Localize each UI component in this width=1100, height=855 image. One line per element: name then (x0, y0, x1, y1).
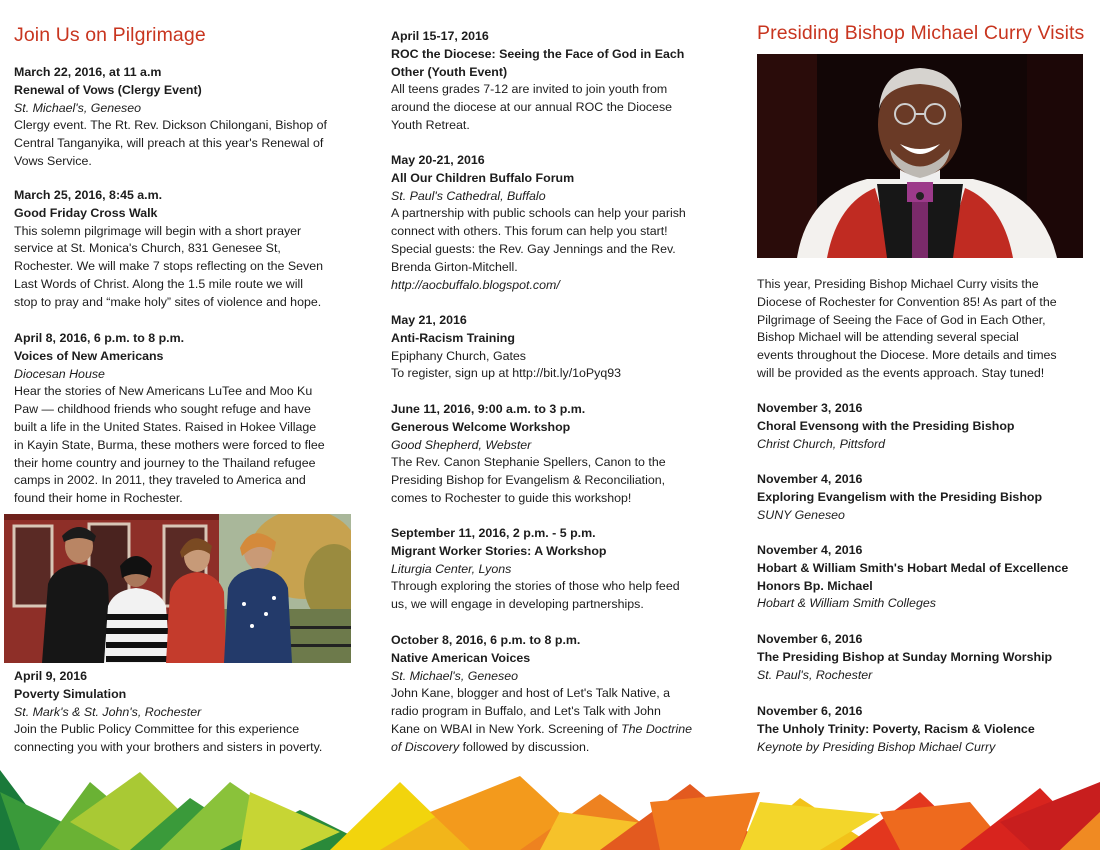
event-roc-the-diocese (391, 28, 721, 135)
intro-line: Pilgrimage of Seeing the Face of God in Each Other, (757, 312, 1046, 327)
event-generous-welcome (391, 401, 721, 508)
event-desc-line: A partnership with public schools can help your parish (391, 206, 686, 221)
event-title: Generous Welcome Workshop (391, 419, 571, 434)
event-date: May 20-21, 2016 (391, 153, 485, 167)
event-location: SUNY Geneseo (757, 507, 845, 522)
event-desc-line: This solemn pilgrimage will begin with a short prayer (14, 223, 302, 238)
bishop-portrait (757, 54, 1083, 258)
event-title: Poverty Simulation (14, 686, 127, 701)
event-desc-line: John Kane, blogger and host of Let's Talk Native, a (391, 686, 671, 701)
event-desc-line: Special guests: the Rev. Gay Jennings and the Rev. (391, 241, 676, 256)
event-good-friday-walk (14, 187, 354, 312)
event-desc-text: followed by discussion. (459, 739, 590, 754)
event-desc-line: comes to Rochester to guide this workshop! (391, 490, 632, 505)
event-desc-line: in Kayin State, Burma, these mothers were forced to flee (14, 437, 325, 452)
event-exploring-evangelism (757, 471, 1087, 524)
event-desc-line: found their home in Rochester. (14, 491, 183, 506)
event-location: Good Shepherd, Webster (391, 437, 532, 452)
event-title: Voices of New Americans (14, 348, 164, 363)
event-title: ROC the Diocese: Seeing the Face of God in Each (391, 46, 685, 61)
event-date: March 25, 2016, 8:45 a.m. (14, 188, 163, 202)
event-desc-text: Kane on WBAI in New York. Screening of (391, 721, 622, 736)
event-date: May 21, 2016 (391, 313, 467, 327)
event-desc-line: Vows Service. (14, 153, 92, 168)
event-location: St. Michael's, Geneseo (14, 100, 142, 115)
event-poverty-simulation (14, 668, 354, 757)
event-title: Good Friday Cross Walk (14, 205, 158, 220)
event-url-link[interactable]: http://aocbuffalo.blogspot.com/ (391, 277, 560, 292)
event-date: April 8, 2016, 6 p.m. to 8 p.m. (14, 331, 185, 345)
bishop-visit-intro (757, 276, 1087, 383)
event-desc-line: Paw — childhood friends who sought refuge and have (14, 402, 311, 417)
event-migrant-worker-stories (391, 525, 721, 614)
event-desc-line: connecting you with your brothers and sisters in poverty. (14, 740, 323, 755)
event-desc-line: The Rev. Canon Stephanie Spellers, Canon to the (391, 455, 666, 470)
event-date: April 9, 2016 (14, 669, 88, 683)
event-location: Hobart & William Smith Colleges (757, 596, 936, 611)
event-title: Choral Evensong with the Presiding Bishop (757, 418, 1015, 433)
event-desc-line: Join the Public Policy Committee for this experience (14, 722, 300, 737)
event-date: November 6, 2016 (757, 632, 863, 646)
intro-line: Diocese of Rochester for Convention 85! As part of the (757, 294, 1057, 309)
event-location: St. Paul's, Rochester (757, 667, 873, 682)
intro-line: This year, Presiding Bishop Michael Curry visits the (757, 277, 1039, 291)
film-title: The Doctrine (621, 721, 692, 736)
event-title: All Our Children Buffalo Forum (391, 170, 575, 185)
event-location: St. Mark's & St. John's, Rochester (14, 704, 202, 719)
event-title: The Unholy Trinity: Poverty, Racism & Violence (757, 721, 1035, 736)
event-location: St. Paul's Cathedral, Buffalo (391, 188, 546, 203)
event-buffalo-forum (391, 152, 721, 294)
event-title: Exploring Evangelism with the Presiding Bishop (757, 489, 1043, 504)
intro-line: Bishop Michael will be attending several special (757, 330, 1019, 345)
event-date: November 3, 2016 (757, 401, 863, 415)
presiding-bishop-heading: Presiding Bishop Michael Curry Visits (757, 22, 1085, 44)
event-native-american-voices (391, 632, 721, 757)
event-date: June 11, 2016, 9:00 a.m. to 3 p.m. (391, 402, 586, 416)
event-date: November 6, 2016 (757, 704, 863, 718)
event-date: September 11, 2016, 2 p.m. - 5 p.m. (391, 526, 596, 540)
event-title: The Presiding Bishop at Sunday Morning Worship (757, 649, 1053, 664)
event-anti-racism (391, 312, 721, 383)
event-location: Christ Church, Pittsford (757, 436, 886, 451)
event-location: Keynote by Presiding Bishop Michael Curry (757, 739, 996, 754)
event-date: October 8, 2016, 6 p.m. to 8 p.m. (391, 633, 581, 647)
event-desc-line: Central Tanganyika, will preach at this year's Renewal of (14, 136, 324, 151)
triangle-banner-graphic (0, 762, 1100, 850)
event-date: April 15-17, 2016 (391, 29, 489, 43)
event-date: November 4, 2016 (757, 472, 863, 486)
event-desc-line: Youth Retreat. (391, 117, 470, 132)
intro-line: will be provided as the events approach. Stay tuned! (757, 365, 1045, 380)
event-sunday-worship (757, 631, 1087, 684)
group-photo (4, 514, 351, 663)
group-photo-illustration (4, 514, 351, 663)
event-desc-line: Epiphany Church, Gates (391, 348, 526, 363)
event-desc-line: Last Words of Christ. Along the 1.5 mile route we will (14, 276, 304, 291)
event-location: Diocesan House (14, 366, 105, 381)
event-title: Anti-Racism Training (391, 330, 515, 345)
event-desc-line: their home country and journey to the Thailand refugee (14, 455, 316, 470)
event-title: Hobart & William Smith's Hobart Medal of Excellence (757, 560, 1069, 575)
event-title: Native American Voices (391, 650, 531, 665)
event-desc-line: To register, sign up at http://bit.ly/1oPyq93 (391, 366, 622, 381)
event-location: Liturgia Center, Lyons (391, 561, 512, 576)
event-desc-line: service at St. Monica's Church, 831 Genesee St, (14, 241, 281, 256)
event-title: Migrant Worker Stories: A Workshop (391, 543, 607, 558)
event-choral-evensong (757, 400, 1087, 453)
event-title: Honors Bp. Michael (757, 578, 873, 593)
intro-line: events throughout the Diocese. More details and times (757, 348, 1057, 363)
event-title: Other (Youth Event) (391, 64, 508, 79)
event-date: November 4, 2016 (757, 543, 863, 557)
event-desc-line: us, we will engage in developing partnerships. (391, 597, 644, 612)
event-desc-line: connect with others. This forum can help you start! (391, 224, 668, 239)
event-desc-line (391, 721, 721, 739)
event-desc-line: All teens grades 7-12 are invited to join youth from (391, 82, 668, 97)
event-renewal-of-vows (14, 64, 354, 171)
bishop-portrait-illustration (757, 54, 1083, 258)
event-desc-line: Hear the stories of New Americans LuTee and Moo Ku (14, 384, 313, 399)
event-desc-line: Rochester. We will make 7 stops reflecting on the Seven (14, 259, 324, 274)
decorative-triangle-banner (0, 762, 1100, 850)
event-hobart-medal (757, 542, 1087, 613)
event-desc-line: Through exploring the stories of those who help feed (391, 579, 680, 594)
event-desc-line: built a life in the United States. Raised in Hokee Village (14, 419, 317, 434)
event-date: March 22, 2016, at 11 a.m (14, 65, 162, 79)
event-desc-line: Clergy event. The Rt. Rev. Dickson Chilongani, Bishop of (14, 118, 327, 133)
pilgrimage-heading: Join Us on Pilgrimage (14, 24, 206, 46)
film-title: of Discovery (391, 739, 460, 754)
event-desc-line: radio program in Buffalo, and Let's Talk with John (391, 704, 661, 719)
event-desc-line (391, 739, 721, 757)
event-title: Renewal of Vows (Clergy Event) (14, 82, 202, 97)
event-location: St. Michael's, Geneseo (391, 668, 519, 683)
event-unholy-trinity (757, 703, 1087, 756)
event-desc-line: stop to pray and “make holy” sites of violence and hope. (14, 294, 322, 309)
event-voices-new-americans (14, 330, 354, 508)
event-desc-line: around the diocese at our annual ROC the Diocese (391, 100, 673, 115)
event-desc-line: Presiding Bishop for Evangelism & Reconciliation, (391, 473, 666, 488)
event-desc-line: camps in 2002. In 2011, they traveled to America and (14, 473, 306, 488)
event-desc-line: Brenda Girton-Mitchell. (391, 259, 518, 274)
